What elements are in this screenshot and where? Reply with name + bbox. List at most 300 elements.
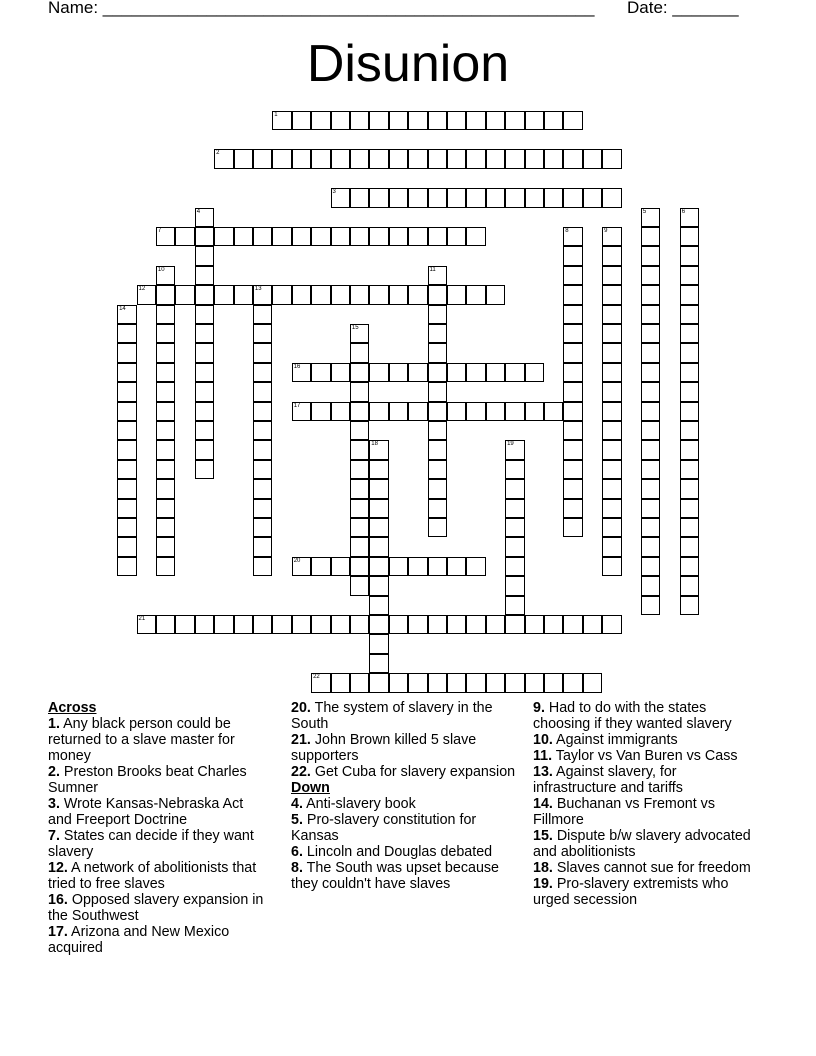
grid-cell[interactable] [641, 596, 661, 616]
grid-cell[interactable] [156, 615, 176, 635]
grid-cell[interactable] [680, 499, 700, 519]
grid-cell[interactable] [175, 227, 195, 247]
grid-cell[interactable] [447, 188, 467, 208]
grid-cell[interactable] [408, 402, 428, 422]
grid-cell[interactable] [234, 227, 254, 247]
grid-cell[interactable] [292, 149, 312, 169]
grid-cell[interactable] [350, 557, 370, 577]
grid-cell[interactable] [117, 518, 137, 538]
grid-cell[interactable] [505, 499, 525, 519]
grid-cell[interactable] [369, 188, 389, 208]
grid-cell[interactable] [350, 111, 370, 131]
grid-cell[interactable] [195, 363, 215, 383]
grid-cell[interactable] [117, 440, 137, 460]
grid-cell[interactable] [253, 227, 273, 247]
grid-cell[interactable] [195, 343, 215, 363]
grid-cell[interactable] [156, 305, 176, 325]
grid-cell[interactable] [389, 285, 409, 305]
grid-cell[interactable] [641, 363, 661, 383]
grid-cell[interactable] [331, 188, 351, 208]
grid-cell[interactable] [253, 421, 273, 441]
grid-cell[interactable] [428, 149, 448, 169]
grid-cell[interactable] [428, 421, 448, 441]
grid-cell[interactable] [680, 518, 700, 538]
grid-cell[interactable] [117, 421, 137, 441]
grid-cell[interactable] [350, 227, 370, 247]
grid-cell[interactable] [641, 557, 661, 577]
grid-cell[interactable] [486, 285, 506, 305]
grid-cell[interactable] [253, 615, 273, 635]
grid-cell[interactable] [486, 149, 506, 169]
grid-cell[interactable] [350, 576, 370, 596]
grid-cell[interactable] [680, 208, 700, 228]
grid-cell[interactable] [563, 421, 583, 441]
grid-cell[interactable] [428, 673, 448, 693]
grid-cell[interactable] [117, 499, 137, 519]
grid-cell[interactable] [602, 557, 622, 577]
grid-cell[interactable] [428, 518, 448, 538]
grid-cell[interactable] [505, 188, 525, 208]
grid-cell[interactable] [680, 460, 700, 480]
grid-cell[interactable] [486, 615, 506, 635]
grid-cell[interactable] [680, 479, 700, 499]
grid-cell[interactable] [292, 111, 312, 131]
grid-cell[interactable] [350, 285, 370, 305]
grid-cell[interactable] [602, 227, 622, 247]
grid-cell[interactable] [311, 227, 331, 247]
grid-cell[interactable] [602, 285, 622, 305]
grid-cell[interactable] [369, 537, 389, 557]
grid-cell[interactable] [311, 285, 331, 305]
grid-cell[interactable] [466, 285, 486, 305]
grid-cell[interactable] [195, 460, 215, 480]
grid-cell[interactable] [117, 557, 137, 577]
grid-cell[interactable] [583, 149, 603, 169]
grid-cell[interactable] [602, 537, 622, 557]
grid-cell[interactable] [563, 402, 583, 422]
grid-cell[interactable] [680, 557, 700, 577]
grid-cell[interactable] [505, 673, 525, 693]
grid-cell[interactable] [680, 324, 700, 344]
grid-cell[interactable] [466, 227, 486, 247]
grid-cell[interactable] [253, 402, 273, 422]
grid-cell[interactable] [331, 149, 351, 169]
grid-cell[interactable] [447, 111, 467, 131]
grid-cell[interactable] [117, 382, 137, 402]
grid-cell[interactable] [641, 440, 661, 460]
grid-cell[interactable] [447, 557, 467, 577]
grid-cell[interactable] [505, 111, 525, 131]
grid-cell[interactable] [350, 518, 370, 538]
grid-cell[interactable] [602, 440, 622, 460]
grid-cell[interactable] [641, 421, 661, 441]
grid-cell[interactable] [505, 518, 525, 538]
grid-cell[interactable] [563, 343, 583, 363]
grid-cell[interactable] [641, 227, 661, 247]
grid-cell[interactable] [214, 149, 234, 169]
grid-cell[interactable] [447, 149, 467, 169]
grid-cell[interactable] [350, 382, 370, 402]
grid-cell[interactable] [641, 537, 661, 557]
grid-cell[interactable] [195, 305, 215, 325]
grid-cell[interactable] [195, 246, 215, 266]
grid-cell[interactable] [292, 363, 312, 383]
grid-cell[interactable] [680, 421, 700, 441]
grid-cell[interactable] [602, 149, 622, 169]
grid-cell[interactable] [544, 673, 564, 693]
grid-cell[interactable] [253, 518, 273, 538]
grid-cell[interactable] [466, 111, 486, 131]
grid-cell[interactable] [234, 285, 254, 305]
grid-cell[interactable] [369, 673, 389, 693]
grid-cell[interactable] [428, 227, 448, 247]
grid-cell[interactable] [311, 673, 331, 693]
grid-cell[interactable] [447, 285, 467, 305]
grid-cell[interactable] [680, 266, 700, 286]
grid-cell[interactable] [602, 421, 622, 441]
grid-cell[interactable] [156, 382, 176, 402]
grid-cell[interactable] [175, 615, 195, 635]
grid-cell[interactable] [350, 499, 370, 519]
grid-cell[interactable] [641, 576, 661, 596]
grid-cell[interactable] [544, 615, 564, 635]
grid-cell[interactable] [369, 363, 389, 383]
grid-cell[interactable] [156, 518, 176, 538]
grid-cell[interactable] [641, 382, 661, 402]
grid-cell[interactable] [486, 402, 506, 422]
grid-cell[interactable] [583, 188, 603, 208]
grid-cell[interactable] [505, 460, 525, 480]
grid-cell[interactable] [350, 363, 370, 383]
grid-cell[interactable] [350, 537, 370, 557]
grid-cell[interactable] [505, 479, 525, 499]
grid-cell[interactable] [369, 557, 389, 577]
grid-cell[interactable] [253, 499, 273, 519]
grid-cell[interactable] [563, 324, 583, 344]
grid-cell[interactable] [311, 402, 331, 422]
grid-cell[interactable] [428, 188, 448, 208]
grid-cell[interactable] [466, 615, 486, 635]
grid-cell[interactable] [331, 111, 351, 131]
grid-cell[interactable] [544, 149, 564, 169]
grid-cell[interactable] [389, 227, 409, 247]
grid-cell[interactable] [428, 343, 448, 363]
grid-cell[interactable] [466, 673, 486, 693]
grid-cell[interactable] [428, 305, 448, 325]
grid-cell[interactable] [408, 363, 428, 383]
grid-cell[interactable] [428, 111, 448, 131]
grid-cell[interactable] [292, 615, 312, 635]
grid-cell[interactable] [156, 557, 176, 577]
grid-cell[interactable] [369, 654, 389, 674]
grid-cell[interactable] [466, 402, 486, 422]
grid-cell[interactable] [505, 596, 525, 616]
grid-cell[interactable] [117, 305, 137, 325]
grid-cell[interactable] [156, 402, 176, 422]
grid-cell[interactable] [447, 673, 467, 693]
grid-cell[interactable] [505, 537, 525, 557]
grid-cell[interactable] [214, 227, 234, 247]
grid-cell[interactable] [369, 285, 389, 305]
grid-cell[interactable] [331, 363, 351, 383]
grid-cell[interactable] [369, 227, 389, 247]
grid-cell[interactable] [466, 149, 486, 169]
grid-cell[interactable] [272, 111, 292, 131]
grid-cell[interactable] [680, 440, 700, 460]
grid-cell[interactable] [350, 402, 370, 422]
grid-cell[interactable] [389, 673, 409, 693]
grid-cell[interactable] [117, 363, 137, 383]
grid-cell[interactable] [331, 557, 351, 577]
grid-cell[interactable] [641, 499, 661, 519]
grid-cell[interactable] [311, 111, 331, 131]
grid-cell[interactable] [466, 557, 486, 577]
grid-cell[interactable] [408, 615, 428, 635]
grid-cell[interactable] [156, 479, 176, 499]
grid-cell[interactable] [447, 402, 467, 422]
grid-cell[interactable] [408, 673, 428, 693]
grid-cell[interactable] [389, 111, 409, 131]
grid-cell[interactable] [117, 460, 137, 480]
grid-cell[interactable] [350, 421, 370, 441]
grid-cell[interactable] [563, 518, 583, 538]
grid-cell[interactable] [680, 537, 700, 557]
grid-cell[interactable] [680, 227, 700, 247]
grid-cell[interactable] [156, 499, 176, 519]
grid-cell[interactable] [195, 208, 215, 228]
grid-cell[interactable] [195, 615, 215, 635]
grid-cell[interactable] [350, 149, 370, 169]
grid-cell[interactable] [428, 557, 448, 577]
grid-cell[interactable] [428, 324, 448, 344]
grid-cell[interactable] [117, 402, 137, 422]
grid-cell[interactable] [156, 227, 176, 247]
grid-cell[interactable] [253, 537, 273, 557]
grid-cell[interactable] [641, 266, 661, 286]
grid-cell[interactable] [680, 363, 700, 383]
grid-cell[interactable] [369, 402, 389, 422]
grid-cell[interactable] [525, 673, 545, 693]
grid-cell[interactable] [253, 382, 273, 402]
grid-cell[interactable] [292, 557, 312, 577]
grid-cell[interactable] [525, 363, 545, 383]
grid-cell[interactable] [447, 363, 467, 383]
grid-cell[interactable] [253, 324, 273, 344]
grid-cell[interactable] [350, 615, 370, 635]
grid-cell[interactable] [641, 518, 661, 538]
grid-cell[interactable] [253, 305, 273, 325]
grid-cell[interactable] [525, 615, 545, 635]
grid-cell[interactable] [156, 537, 176, 557]
grid-cell[interactable] [117, 324, 137, 344]
grid-cell[interactable] [428, 440, 448, 460]
grid-cell[interactable] [602, 188, 622, 208]
grid-cell[interactable] [641, 479, 661, 499]
grid-cell[interactable] [156, 266, 176, 286]
grid-cell[interactable] [331, 402, 351, 422]
grid-cell[interactable] [544, 188, 564, 208]
grid-cell[interactable] [195, 266, 215, 286]
grid-cell[interactable] [505, 402, 525, 422]
grid-cell[interactable] [505, 615, 525, 635]
grid-cell[interactable] [525, 111, 545, 131]
grid-cell[interactable] [466, 363, 486, 383]
grid-cell[interactable] [195, 421, 215, 441]
grid-cell[interactable] [641, 324, 661, 344]
grid-cell[interactable] [544, 402, 564, 422]
grid-cell[interactable] [234, 615, 254, 635]
grid-cell[interactable] [350, 343, 370, 363]
grid-cell[interactable] [311, 557, 331, 577]
grid-cell[interactable] [350, 479, 370, 499]
grid-cell[interactable] [389, 363, 409, 383]
grid-cell[interactable] [389, 188, 409, 208]
grid-cell[interactable] [563, 499, 583, 519]
grid-cell[interactable] [563, 460, 583, 480]
grid-cell[interactable] [272, 227, 292, 247]
grid-cell[interactable] [563, 149, 583, 169]
grid-cell[interactable] [156, 421, 176, 441]
grid-cell[interactable] [583, 615, 603, 635]
grid-cell[interactable] [331, 227, 351, 247]
grid-cell[interactable] [389, 557, 409, 577]
grid-cell[interactable] [563, 440, 583, 460]
grid-cell[interactable] [486, 673, 506, 693]
grid-cell[interactable] [408, 285, 428, 305]
grid-cell[interactable] [369, 499, 389, 519]
grid-cell[interactable] [602, 518, 622, 538]
grid-cell[interactable] [641, 305, 661, 325]
grid-cell[interactable] [195, 382, 215, 402]
grid-cell[interactable] [602, 615, 622, 635]
grid-cell[interactable] [680, 382, 700, 402]
grid-cell[interactable] [428, 402, 448, 422]
grid-cell[interactable] [602, 363, 622, 383]
grid-cell[interactable] [505, 576, 525, 596]
grid-cell[interactable] [563, 382, 583, 402]
grid-cell[interactable] [505, 363, 525, 383]
grid-cell[interactable] [350, 188, 370, 208]
grid-cell[interactable] [641, 402, 661, 422]
grid-cell[interactable] [369, 111, 389, 131]
grid-cell[interactable] [486, 363, 506, 383]
grid-cell[interactable] [408, 149, 428, 169]
grid-cell[interactable] [253, 557, 273, 577]
grid-cell[interactable] [253, 460, 273, 480]
grid-cell[interactable] [253, 149, 273, 169]
grid-cell[interactable] [428, 285, 448, 305]
grid-cell[interactable] [563, 227, 583, 247]
grid-cell[interactable] [369, 634, 389, 654]
grid-cell[interactable] [369, 576, 389, 596]
grid-cell[interactable] [408, 557, 428, 577]
grid-cell[interactable] [428, 479, 448, 499]
grid-cell[interactable] [292, 285, 312, 305]
grid-cell[interactable] [195, 227, 215, 247]
grid-cell[interactable] [428, 615, 448, 635]
grid-cell[interactable] [602, 343, 622, 363]
grid-cell[interactable] [234, 149, 254, 169]
grid-cell[interactable] [563, 188, 583, 208]
grid-cell[interactable] [369, 615, 389, 635]
grid-cell[interactable] [311, 615, 331, 635]
grid-cell[interactable] [253, 285, 273, 305]
grid-cell[interactable] [117, 343, 137, 363]
grid-cell[interactable] [641, 208, 661, 228]
grid-cell[interactable] [137, 285, 157, 305]
grid-cell[interactable] [272, 149, 292, 169]
grid-cell[interactable] [428, 460, 448, 480]
grid-cell[interactable] [563, 285, 583, 305]
grid-cell[interactable] [563, 615, 583, 635]
grid-cell[interactable] [369, 596, 389, 616]
grid-cell[interactable] [253, 343, 273, 363]
grid-cell[interactable] [583, 673, 603, 693]
grid-cell[interactable] [602, 499, 622, 519]
grid-cell[interactable] [389, 402, 409, 422]
grid-cell[interactable] [156, 343, 176, 363]
grid-cell[interactable] [117, 479, 137, 499]
grid-cell[interactable] [369, 479, 389, 499]
grid-cell[interactable] [311, 363, 331, 383]
grid-cell[interactable] [563, 479, 583, 499]
grid-cell[interactable] [195, 440, 215, 460]
grid-cell[interactable] [253, 440, 273, 460]
grid-cell[interactable] [505, 440, 525, 460]
grid-cell[interactable] [602, 479, 622, 499]
grid-cell[interactable] [137, 615, 157, 635]
grid-cell[interactable] [486, 188, 506, 208]
grid-cell[interactable] [253, 363, 273, 383]
grid-cell[interactable] [156, 285, 176, 305]
grid-cell[interactable] [602, 402, 622, 422]
grid-cell[interactable] [156, 440, 176, 460]
grid-cell[interactable] [331, 615, 351, 635]
grid-cell[interactable] [563, 111, 583, 131]
grid-cell[interactable] [156, 324, 176, 344]
grid-cell[interactable] [505, 149, 525, 169]
grid-cell[interactable] [156, 363, 176, 383]
grid-cell[interactable] [408, 188, 428, 208]
grid-cell[interactable] [428, 363, 448, 383]
grid-cell[interactable] [563, 673, 583, 693]
grid-cell[interactable] [563, 266, 583, 286]
grid-cell[interactable] [447, 615, 467, 635]
grid-cell[interactable] [525, 402, 545, 422]
grid-cell[interactable] [563, 246, 583, 266]
grid-cell[interactable] [602, 460, 622, 480]
grid-cell[interactable] [214, 615, 234, 635]
grid-cell[interactable] [292, 402, 312, 422]
grid-cell[interactable] [602, 246, 622, 266]
grid-cell[interactable] [331, 673, 351, 693]
grid-cell[interactable] [292, 227, 312, 247]
grid-cell[interactable] [369, 460, 389, 480]
grid-cell[interactable] [641, 460, 661, 480]
grid-cell[interactable] [175, 285, 195, 305]
grid-cell[interactable] [369, 440, 389, 460]
grid-cell[interactable] [389, 149, 409, 169]
grid-cell[interactable] [680, 285, 700, 305]
grid-cell[interactable] [680, 343, 700, 363]
grid-cell[interactable] [486, 111, 506, 131]
grid-cell[interactable] [408, 111, 428, 131]
grid-cell[interactable] [525, 149, 545, 169]
grid-cell[interactable] [214, 285, 234, 305]
grid-cell[interactable] [428, 266, 448, 286]
grid-cell[interactable] [369, 149, 389, 169]
grid-cell[interactable] [428, 499, 448, 519]
